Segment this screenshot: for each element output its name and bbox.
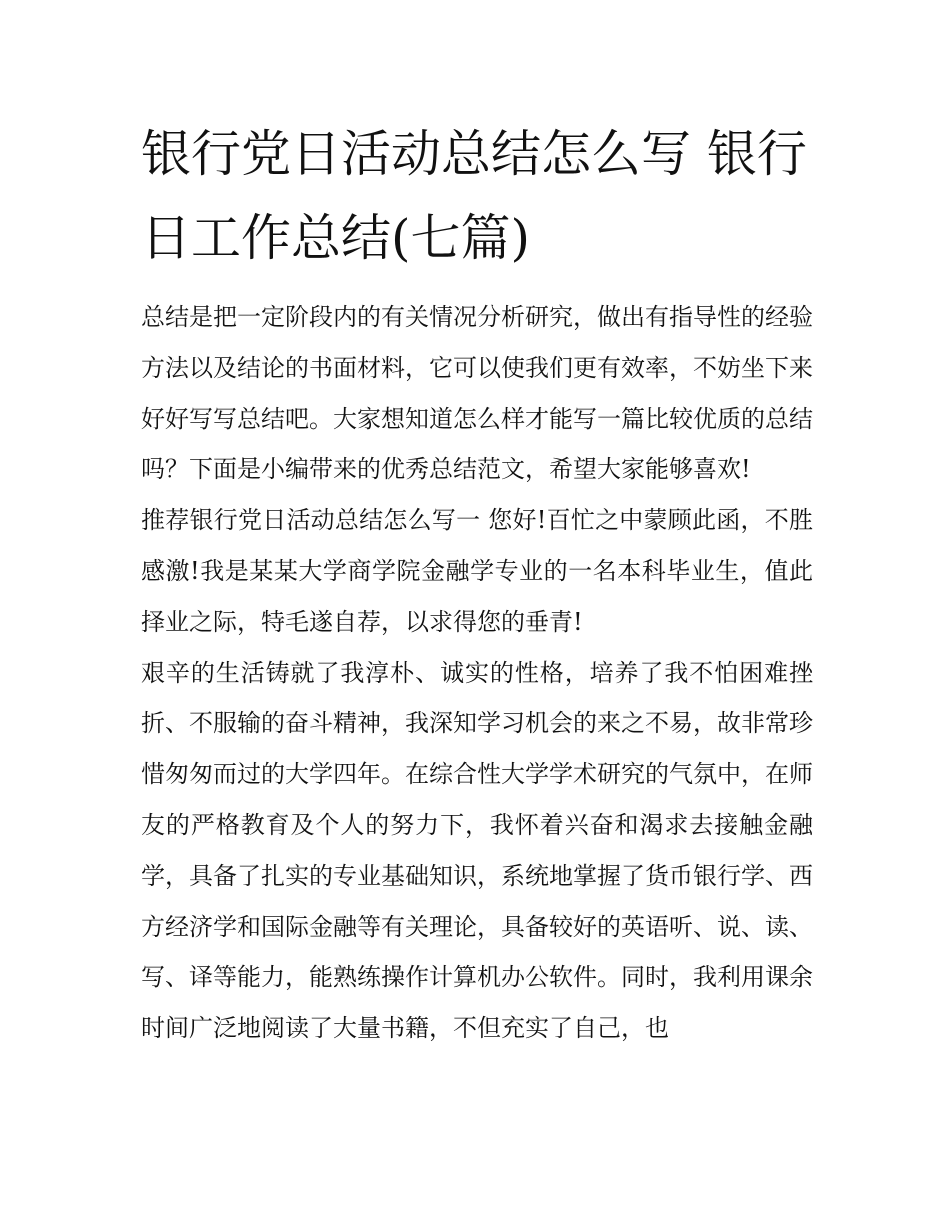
paragraph-recommendation: 推荐银行党日活动总结怎么写一 您好!百忙之中蒙顾此函，不胜感激!我是某某大学商学院金融学专业的一名本科毕业生，值此择业之际，特毛遂自荐，以求得您的垂青! bbox=[141, 506, 813, 636]
document-title: 银行党日活动总结怎么写 银行日工作总结(七篇) bbox=[141, 125, 807, 267]
paragraph-self-introduction: 艰辛的生活铸就了我淳朴、诚实的性格，培养了我不怕困难挫折、不服输的奋斗精神，我深知学习机会的来之不易，故非常珍惜匆匆而过的大学四年。在综合性大学学术研究的气氛中，在师友的严格教育及个人的努力下，我怀着兴奋和渴求去接触金融学，具备了扎实的专业基础知识，系统地掌握了货币银行学、西方经济学和国际金融等有关理论，具备较好的英语听、说、读、写、译等能力，能熟练操作计算机办公软件。同时，我利用课余时间广泛地阅读了大量书籍，不但充实了自己，也 bbox=[141, 658, 813, 1043]
paragraph-intro: 总结是把一定阶段内的有关情况分析研究，做出有指导性的经验方法以及结论的书面材料，它可以使我们更有效率，不妨坐下来好好写写总结吧。大家想知道怎么样才能写一篇比较优质的总结吗？下面是小编带来的优秀总结范文，希望大家能够喜欢! bbox=[141, 303, 813, 484]
document-page bbox=[141, 112, 813, 1054]
